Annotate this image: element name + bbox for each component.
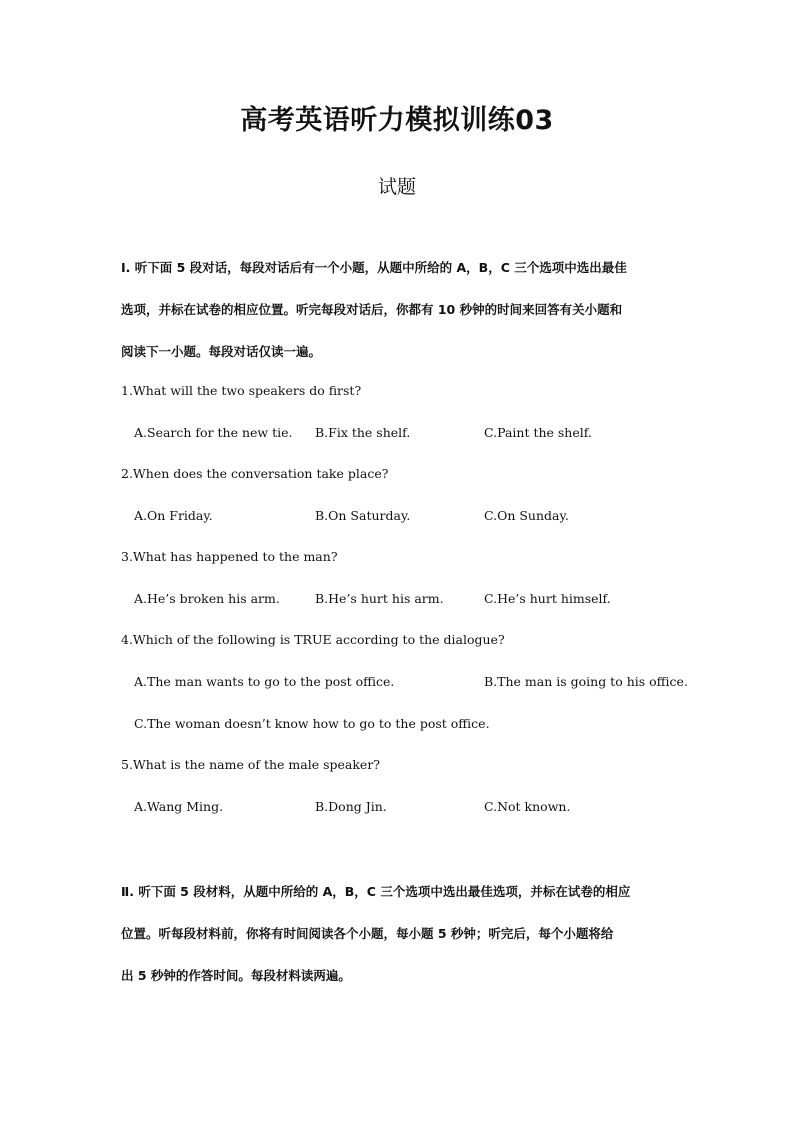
question-option: B.On Saturday. bbox=[315, 508, 411, 523]
instruction-line: 阅读下一小题。每段对话仅读一遍。 bbox=[121, 344, 322, 359]
question-option: C.Paint the shelf. bbox=[484, 425, 592, 440]
instruction-line: Ⅰ. 听下面 5 段对话，每段对话后有一个小题，从题中所给的 A，B，C 三个选项中选出最佳 bbox=[121, 260, 627, 275]
page-title: 高考英语听力模拟训练03 bbox=[240, 105, 554, 136]
question-option: B.Fix the shelf. bbox=[315, 425, 411, 440]
question-option: A.Search for the new tie. bbox=[134, 425, 293, 440]
question-option: A.The man wants to go to the post office. bbox=[134, 674, 395, 689]
question-stem: 5.What is the name of the male speaker? bbox=[121, 757, 380, 772]
instruction-line: Ⅱ. 听下面 5 段材料，从题中所给的 A，B，C 三个选项中选出最佳选项，并标在试卷的相应 bbox=[121, 884, 631, 899]
question-option: B.He’s hurt his arm. bbox=[315, 591, 444, 606]
question-option: B.Dong Jin. bbox=[315, 799, 387, 814]
question-option: A.On Friday. bbox=[134, 508, 213, 523]
instruction-line: 出 5 秒钟的作答时间。每段材料读两遍。 bbox=[121, 968, 351, 983]
question-option: C.Not known. bbox=[484, 799, 571, 814]
page-subtitle: 试题 bbox=[377, 176, 416, 198]
question-option: C.He’s hurt himself. bbox=[484, 591, 611, 606]
question-option: A.Wang Ming. bbox=[134, 799, 224, 814]
question-option: A.He’s broken his arm. bbox=[134, 591, 280, 606]
question-option: C.On Sunday. bbox=[484, 508, 569, 523]
question-stem: 2.When does the conversation take place? bbox=[121, 466, 389, 481]
question-stem: 3.What has happened to the man? bbox=[121, 549, 338, 564]
question-option: C.The woman doesn’t know how to go to the post office. bbox=[134, 716, 490, 731]
question-option: B.The man is going to his office. bbox=[484, 674, 688, 689]
question-stem: 4.Which of the following is TRUE according to the dialogue? bbox=[121, 632, 505, 647]
instruction-line: 选项，并标在试卷的相应位置。听完每段对话后，你都有 10 秒钟的时间来回答有关小题和 bbox=[121, 302, 623, 317]
instruction-line: 位置。听每段材料前，你将有时间阅读各个小题，每小题 5 秒钟；听完后，每个小题将给 bbox=[121, 926, 614, 941]
question-stem: 1.What will the two speakers do first? bbox=[121, 383, 362, 398]
